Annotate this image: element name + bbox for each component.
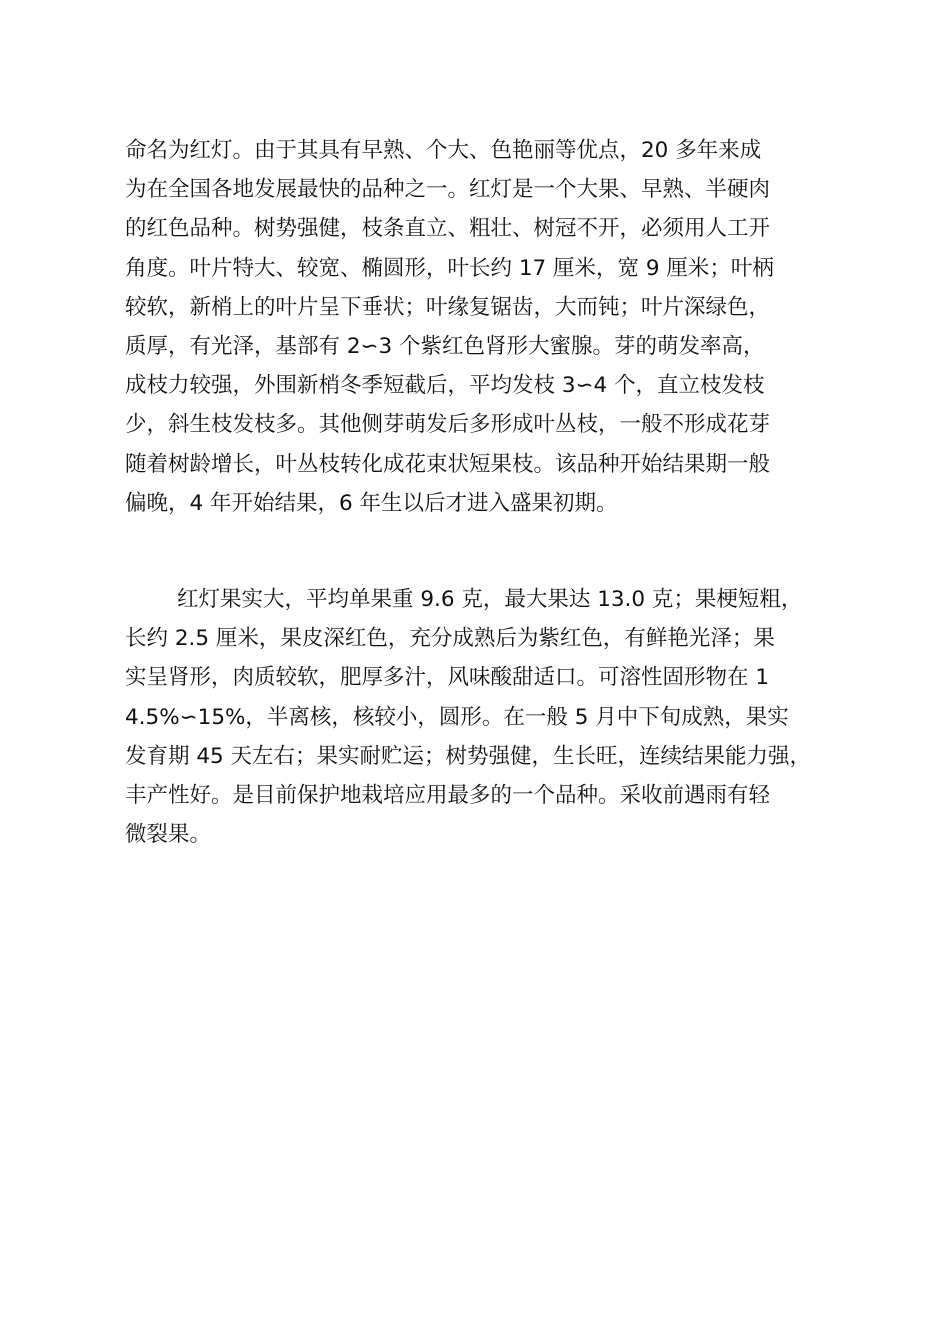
text-line: 红灯果实大，平均单果重 9.6 克，最大果达 13.0 克；果梗短粗，	[177, 587, 803, 612]
text-line: 较软，新梢上的叶片呈下垂状；叶缘复锯齿，大而钝；叶片深绿色，	[125, 294, 771, 320]
text-line: 为在全国各地发展最快的品种之一。红灯是一个大果、早熟、半硬肉	[125, 177, 771, 203]
text-line: 长约 2.5 厘米，果皮深红色，充分成熟后为紫红色，有鲜艳光泽；果	[125, 626, 775, 652]
paragraph-1	[125, 131, 835, 523]
text-line: 成枝力较强，外围新梢冬季短截后，平均发枝 3∽4 个，直立枝发枝	[125, 373, 765, 399]
text-line: 实呈肾形，肉质较软，肥厚多汁，风味酸甜适口。可溶性固形物在 1	[125, 665, 770, 691]
text-line: 4.5%∽15%，半离核，核较小，圆形。在一般 5 月中下旬成熟，果实	[125, 704, 789, 730]
text-line: 偏晚，4 年开始结果，6 年生以后才进入盛果初期。	[125, 490, 618, 516]
text-line: 微裂果。	[125, 822, 212, 848]
paragraph-2	[125, 580, 835, 854]
text-line: 少，斜生枝发枝多。其他侧芽萌发后多形成叶丛枝，一般不形成花芽	[125, 412, 771, 438]
text-line: 角度。叶片特大、较宽、椭圆形，叶长约 17 厘米，宽 9 厘米；叶柄	[125, 255, 774, 281]
text-line: 发育期 45 天左右；果实耐贮运；树势强健，生长旺，连续结果能力强，	[125, 743, 812, 769]
text-line: 随着树龄增长，叶丛枝转化成花束状短果枝。该品种开始结果期一般	[125, 451, 771, 477]
text-line: 的红色品种。树势强健，枝条直立、粗壮、树冠不开，必须用人工开	[125, 216, 771, 242]
text-line: 丰产性好。是目前保护地栽培应用最多的一个品种。采收前遇雨有轻	[125, 782, 771, 808]
text-line: 命名为红灯。由于其具有早熟、个大、色艳丽等优点，20 多年来成	[125, 138, 762, 163]
text-line: 质厚，有光泽，基部有 2∽3 个紫红色肾形大蜜腺。芽的萌发率高，	[125, 333, 765, 359]
